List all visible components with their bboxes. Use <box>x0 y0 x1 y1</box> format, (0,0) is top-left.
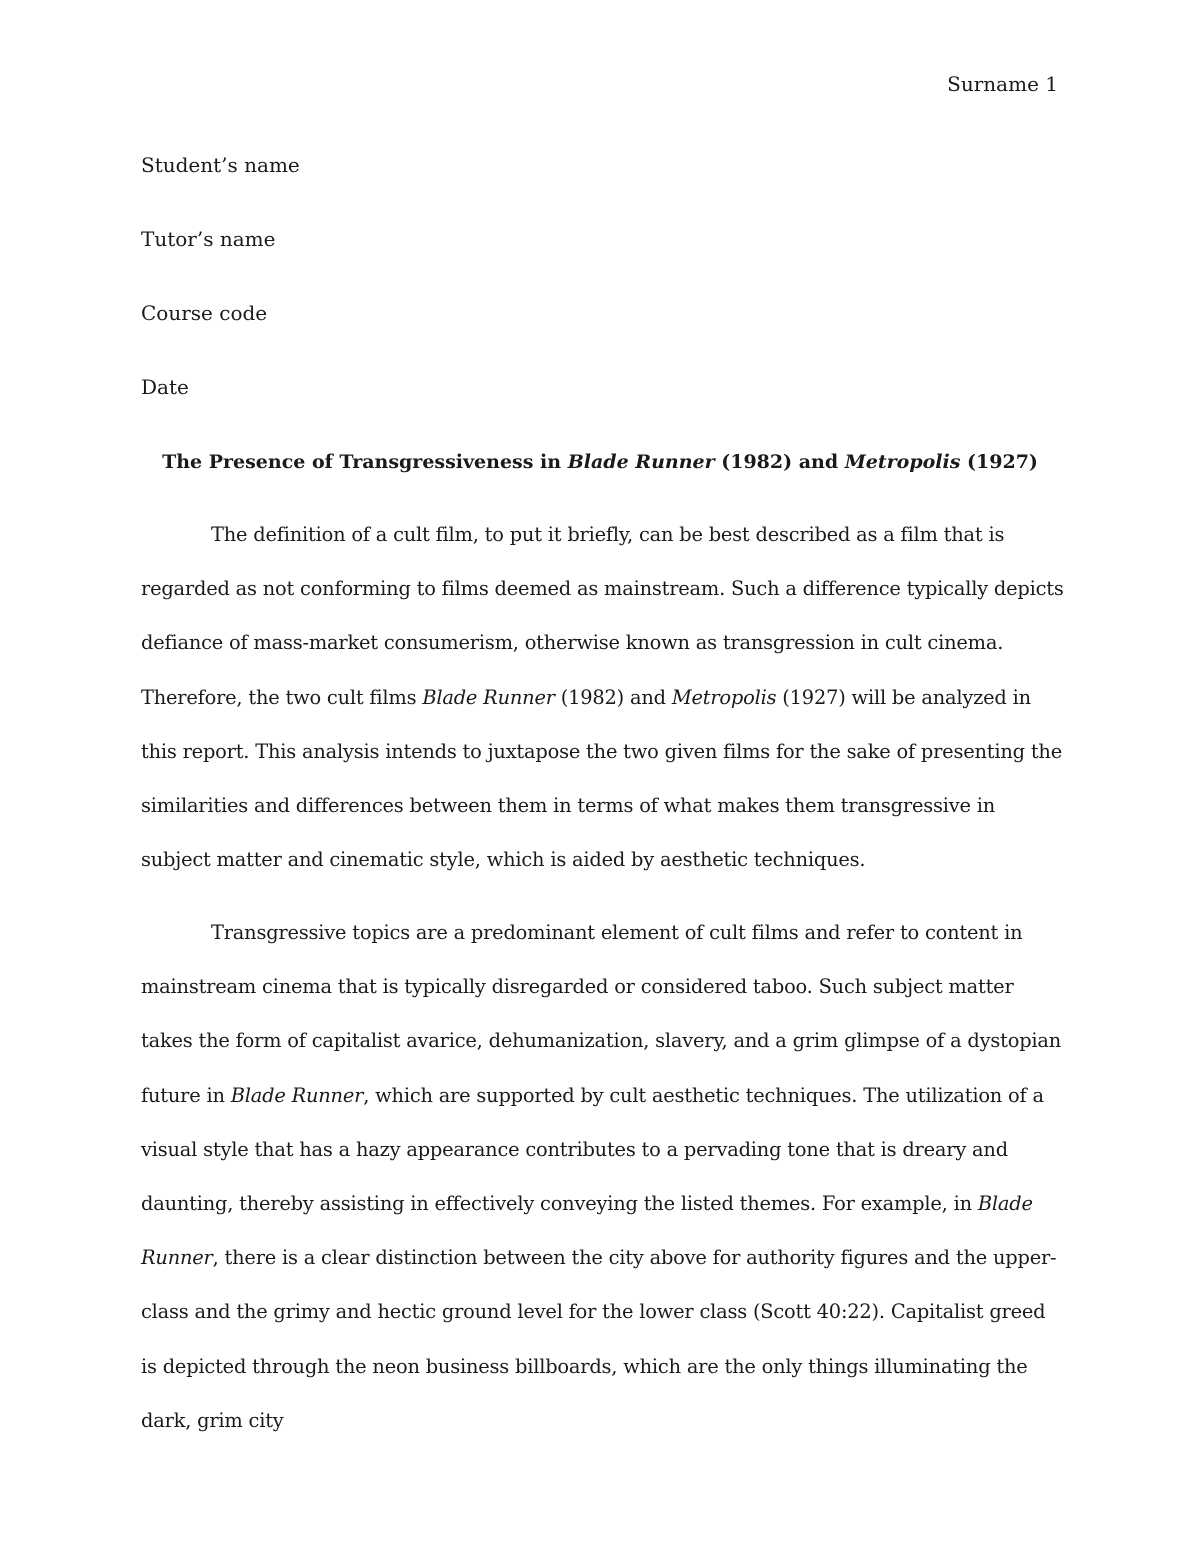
running-head: Surname 1 <box>947 72 1058 96</box>
student-name: Student’s name <box>141 153 300 177</box>
paragraph-1 <box>141 508 1066 887</box>
title-text-3: (1927) <box>960 451 1038 473</box>
p1-text-3: (1927) will be analyzed in this report. This analysis intends to juxtapose the two given films for the sake of presenting the similarities and differences between them in terms of what makes them transgressive in subject matter and cinematic style, which is aided by aesthetic techniques. <box>141 685 1062 872</box>
p1-film-1: Blade Runner <box>422 685 555 709</box>
paper-title <box>0 451 1200 473</box>
p2-text-3: , there is a clear distinction between the city above for authority figures and the upper-class and the grimy and hectic ground level for the lower class (Scott 40:22). Capitalist greed is depicted through the neon business billboards, which are the only things illuminating the dark, grim city <box>141 1246 1057 1432</box>
p2-text-2: , which are supported by cult aesthetic techniques. The utilization of a visual style that has a hazy appearance contributes to a pervading tone that is dreary and daunting, thereby assisting in effectively conveying the listed themes. For example, in <box>141 1083 1044 1216</box>
p2-text-1: Transgressive topics are a predominant element of cult films and refer to content in mainstream cinema that is typically disregarded or considered taboo. Such subject matter takes the form of capitalist avarice, dehumanization, slavery, and a grim glimpse of a dystopian future in <box>141 921 1062 1107</box>
title-film-1: Blade Runner <box>567 451 715 473</box>
p1-text-2: (1982) and <box>554 685 672 709</box>
p1-text-1: The definition of a cult film, to put it briefly, can be best described as a film that is regarded as not conforming to films deemed as mainstream. Such a difference typically depicts defiance of mass-market consumerism, otherwise known as transgression in cult cinema. Therefore, the two cult films <box>141 523 1064 709</box>
course-code: Course code <box>141 301 268 325</box>
p2-film-2: Blade Runner <box>141 1192 1033 1270</box>
title-film-2: Metropolis <box>844 451 961 473</box>
paragraph-2 <box>141 906 1066 1448</box>
title-text-1: The Presence of Transgressiveness in <box>162 451 568 473</box>
date-line: Date <box>141 375 189 399</box>
p1-film-2: Metropolis <box>671 685 777 709</box>
tutor-name: Tutor’s name <box>141 227 276 251</box>
p2-film-1: Blade Runner <box>230 1083 364 1107</box>
title-text-2: (1982) and <box>714 451 845 473</box>
